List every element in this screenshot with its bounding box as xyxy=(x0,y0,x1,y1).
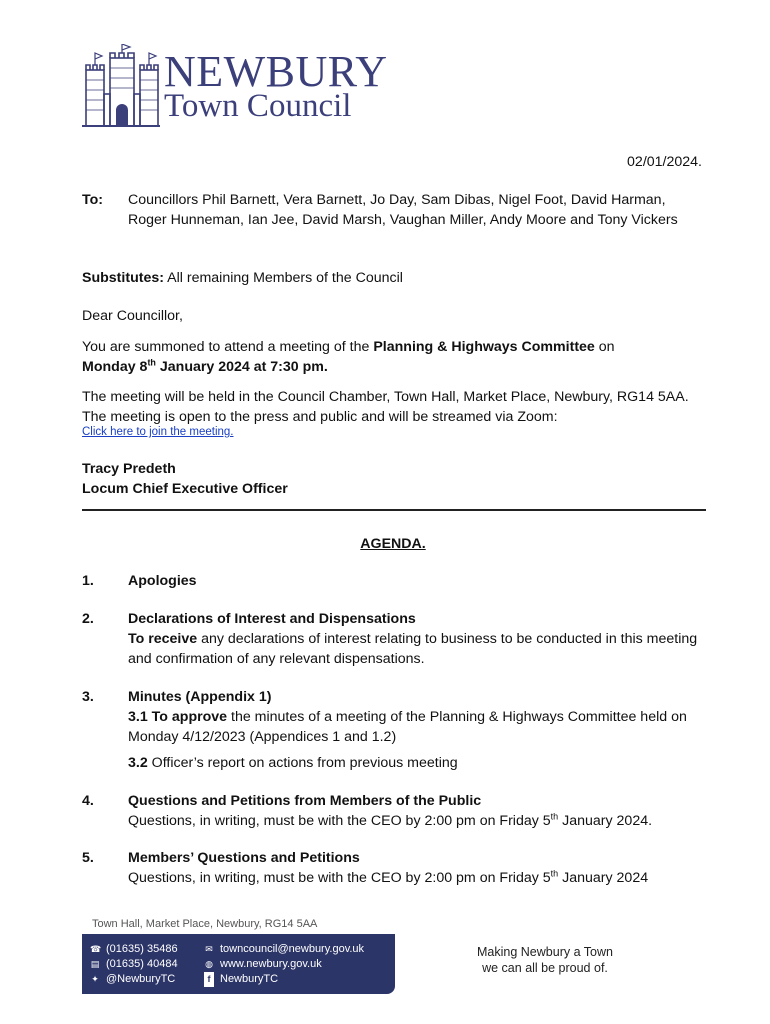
agenda-heading: AGENDA. xyxy=(360,536,426,552)
castle-icon xyxy=(82,44,160,130)
salutation: Dear Councillor, xyxy=(82,308,183,324)
agenda-item-number: 2. xyxy=(82,611,94,627)
footer-phone: ☎ (01635) 35486 xyxy=(90,943,178,955)
committee-name: Planning & Highways Committee xyxy=(373,339,595,355)
email-icon: ✉ xyxy=(205,944,213,954)
agenda-item-title: Questions and Petitions from Members of the Public xyxy=(128,793,482,809)
agenda-item-number: 3. xyxy=(82,689,94,705)
agenda-item-title: Members’ Questions and Petitions xyxy=(128,850,360,866)
footer-slogan: Making Newbury a Town we can all be proud of. xyxy=(477,945,613,975)
substitutes xyxy=(82,268,403,288)
footer-twitter: ✦ @NewburyTC xyxy=(91,973,176,985)
divider xyxy=(82,509,706,511)
agenda-item-title: Apologies xyxy=(128,573,197,589)
globe-icon: ◍ xyxy=(205,959,213,969)
substitutes-text: All remaining Members of the Council xyxy=(163,270,403,286)
signature-block xyxy=(82,459,288,499)
footer-fax: ▤ (01635) 40484 xyxy=(90,958,178,970)
footer-address: Town Hall, Market Place, Newbury, RG14 5AA xyxy=(92,918,318,930)
agenda-item xyxy=(128,848,708,888)
to-label: To: xyxy=(82,192,104,208)
footer-contact-panel xyxy=(82,934,395,994)
footer-left-column xyxy=(90,942,178,987)
agenda-item-text: To receive any declarations of interest relating to business to be conducted in this meeting and confirmation of any relevant dispensations. xyxy=(128,631,698,667)
facebook-icon: f xyxy=(204,972,214,987)
meeting-datetime: Monday 8th January 2024 at 7:30 pm. xyxy=(82,357,328,375)
footer-website: ◍ www.newbury.gov.uk xyxy=(205,958,322,970)
zoom-link[interactable]: Click here to join the meeting. xyxy=(82,426,234,438)
footer-facebook: f NewburyTC xyxy=(204,972,364,987)
summons-pre: You are summoned to attend a meeting of the xyxy=(82,339,374,355)
agenda-item-text: Questions, in writing, must be with the CEO by 2:00 pm on Friday 5th January 2024 xyxy=(128,868,649,886)
twitter-icon: ✦ xyxy=(91,974,99,984)
letter-date: 02/01/2024. xyxy=(627,154,702,170)
footer-right-column xyxy=(204,942,364,987)
venue-paragraph: The meeting will be held in the Council Chamber, Town Hall, Market Place, Newbury, RG14 5AA. The meeting is open to the press and public and will be streamed via Zoom: xyxy=(82,389,689,425)
agenda-item-text: Questions, in writing, must be with the CEO by 2:00 pm on Friday 5th January 2024. xyxy=(128,811,653,829)
fax-icon: ▤ xyxy=(90,959,100,969)
phone-icon: ☎ xyxy=(90,944,102,954)
org-subtitle: Town Council xyxy=(164,88,352,124)
summons-paragraph xyxy=(82,337,682,377)
org-name: NEWBURY xyxy=(164,47,388,96)
footer-email: ✉ towncouncil@newbury.gov.uk xyxy=(205,943,365,955)
agenda-item xyxy=(128,571,708,591)
agenda-subitem: 3.1 To approve the minutes of a meeting of the Planning & Highways Committee held on Monday 4/12/2023 (Appendices 1 and 1.2) xyxy=(128,709,687,745)
signer-name: Tracy Predeth xyxy=(82,461,176,477)
agenda-item-title: Minutes (Appendix 1) xyxy=(128,689,272,705)
agenda-item-number: 5. xyxy=(82,850,94,866)
agenda-item xyxy=(128,687,708,773)
recipients: Councillors Phil Barnett, Vera Barnett, Jo Day, Sam Dibas, Nigel Foot, David Harman, Roger Hunneman, Ian Jee, David Marsh, Vaughan Miller, Andy Moore and Tony Vickers xyxy=(128,192,678,228)
substitutes-label: Substitutes: xyxy=(82,270,164,286)
agenda-item xyxy=(128,791,708,831)
agenda-item xyxy=(128,609,708,669)
signer-title: Locum Chief Executive Officer xyxy=(82,481,288,497)
agenda-item-number: 4. xyxy=(82,793,94,809)
agenda-item-title: Declarations of Interest and Dispensations xyxy=(128,611,416,627)
summons-post: on xyxy=(594,339,615,355)
agenda-item-number: 1. xyxy=(82,573,94,589)
agenda-subitem: 3.2 Officer’s report on actions from previous meeting xyxy=(128,755,458,771)
